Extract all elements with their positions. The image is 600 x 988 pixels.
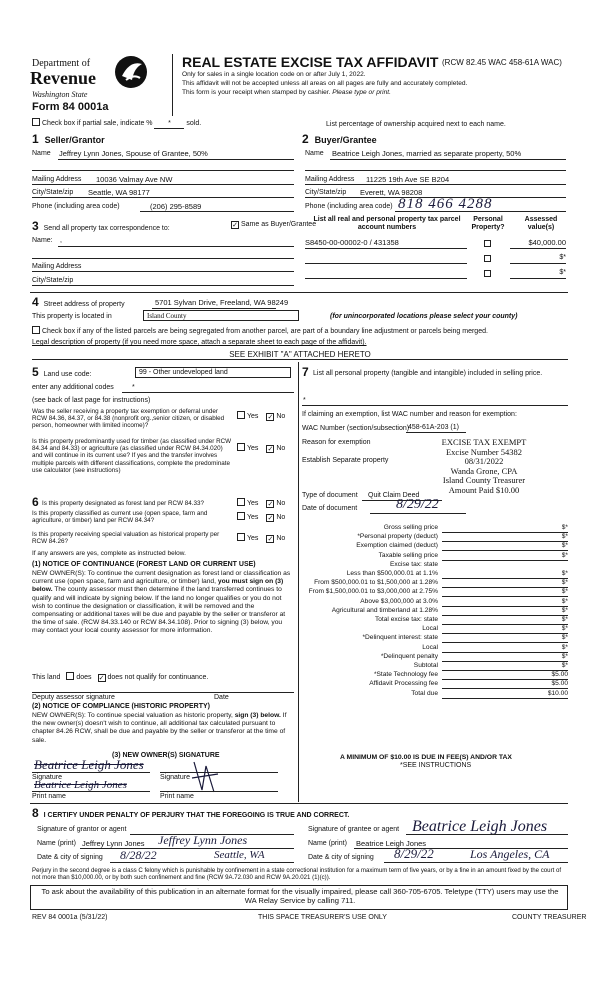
grantee-city[interactable]: Los Angeles, CA xyxy=(470,847,550,861)
tax-row-line xyxy=(442,550,568,551)
tax-row-value[interactable]: $* xyxy=(561,570,568,577)
segregated-row xyxy=(32,326,488,336)
grantor-sig-label: Signature of grantor or agent xyxy=(37,826,127,833)
rev-number: REV 84 0001a (5/31/22) xyxy=(32,914,108,921)
land-use-q2-answers xyxy=(237,443,285,453)
same-as-buyer xyxy=(231,221,316,229)
seller-phone-line xyxy=(140,211,294,212)
doc-date-line xyxy=(370,513,466,514)
partial-sale-suffix: sold. xyxy=(186,120,202,127)
land-use-q1-yes-label: Yes xyxy=(247,413,259,420)
notice1-title: (1) NOTICE OF CONTINUANCE (FOREST LAND OR CURRENT USE) xyxy=(32,561,256,568)
print-label-2: Print name xyxy=(160,793,194,800)
tax-row-value[interactable]: $* xyxy=(561,625,568,633)
tax-row-value[interactable]: $* xyxy=(561,588,568,596)
tax-row-line xyxy=(442,652,568,653)
tax-row-line xyxy=(442,596,568,597)
department-of-revenue-logo xyxy=(10,52,170,102)
tax-row-line xyxy=(442,679,568,680)
tax-row-line xyxy=(442,615,568,616)
street-row xyxy=(32,296,125,310)
tax-row-label: Gross selling price xyxy=(383,524,438,531)
section6-q1-yes-checkbox[interactable] xyxy=(237,498,245,506)
buyer-mailing-line xyxy=(305,184,566,185)
revenue-seal-icon xyxy=(112,54,150,90)
certify-text: I CERTIFY UNDER PENALTY OF PERJURY THAT THE FOREGOING IS TRUE AND CORRECT. xyxy=(43,812,350,819)
seller-blank-line xyxy=(32,170,294,171)
notice2-body-a: NEW OWNER(S): To continue special valuation as historic property, xyxy=(32,712,233,719)
land-does-not-label: does not qualify for continuance. xyxy=(107,674,209,681)
notice1-body-a: NEW OWNER(S): To continue the current designation as forest land or classification as current use (open space, farm and agriculture, or timber) land, xyxy=(32,570,291,586)
tax-row-label: From $500,000.01 to $1,500,000 at 1.28% xyxy=(314,579,438,587)
minimum-note: A MINIMUM OF $10.00 IS DUE IN FEE(S) AND/OR TAX xyxy=(340,754,512,761)
buyer-phone[interactable]: 818 466 4288 xyxy=(398,196,493,212)
corr-blank-line xyxy=(32,258,294,259)
buyer-phone-label: Phone (including area code) xyxy=(305,203,393,210)
tax-row-line xyxy=(442,642,568,643)
parcel-row-1-personal-checkbox[interactable] xyxy=(484,240,491,247)
segregated-label: Check box if any of the listed parcels are being segregated from another parcel, are part of a boundary line adjustment or parcels being merged. xyxy=(42,328,488,335)
form-number: Form 84 0001a xyxy=(32,101,109,113)
tax-row-label: Total due xyxy=(411,689,438,697)
section7-value[interactable]: * xyxy=(303,397,306,404)
tax-row-label: From $1,500,000.01 to $3,000,000 at 2.75% xyxy=(308,588,438,596)
partial-sale-value[interactable]: * xyxy=(154,120,184,129)
tax-row-value[interactable]: $* xyxy=(561,579,568,587)
buyer-phone-line xyxy=(395,211,566,212)
tax-row-value[interactable]: $* xyxy=(561,662,568,669)
tax-row-value[interactable]: $* xyxy=(561,597,568,605)
section8-number: 8 xyxy=(32,806,39,820)
tax-row-line xyxy=(442,661,568,662)
see-instructions: *SEE INSTRUCTIONS xyxy=(400,762,472,769)
tax-row-line xyxy=(442,633,568,634)
notice2-title: (2) NOTICE OF COMPLIANCE (HISTORIC PROPERTY) xyxy=(32,703,210,710)
additional-codes-value[interactable]: * xyxy=(132,384,135,391)
seller-city[interactable]: Seattle, WA 98177 xyxy=(88,188,150,197)
land-does-checkbox[interactable] xyxy=(66,672,74,680)
section4-top-rule xyxy=(30,292,568,293)
parcel-row-1-value-line xyxy=(510,248,566,249)
section6-q2-yes-label: Yes xyxy=(247,514,259,521)
qualify-row xyxy=(32,672,208,682)
correspondence-number: 3 xyxy=(32,219,39,233)
section6-q1-no-checkbox[interactable]: ✓ xyxy=(267,501,274,508)
grantor-date-label: Date & city of signing xyxy=(37,854,103,861)
tax-row-value[interactable]: $5.00 xyxy=(551,680,568,688)
tax-row-label: *Delinquent penalty xyxy=(380,652,438,660)
additional-codes-label: enter any additional codes xyxy=(32,384,114,391)
reason-value[interactable]: Establish Separate property xyxy=(302,457,389,464)
land-use-q2-yes-label: Yes xyxy=(247,445,259,452)
center-divider xyxy=(298,362,299,802)
buyer-section-number: 2 xyxy=(302,132,309,146)
stamp-line2: Excise Number 54382 xyxy=(445,446,522,457)
header-sub2: This affidavit will not be accepted unless all areas on all pages are fully and accurately completed. xyxy=(182,80,468,87)
land-does-not-checkbox[interactable]: ✓ xyxy=(98,675,105,682)
stamp-line6: Amount Paid $10.00 xyxy=(448,484,520,495)
seller-city-line xyxy=(32,197,294,198)
tax-row-line xyxy=(442,578,568,579)
seller-section-number: 1 xyxy=(32,132,39,146)
seller-name[interactable]: Jeffrey Lynn Jones, Spouse of Grantee, 50% xyxy=(59,149,208,158)
corr-city-label: City/State/zip xyxy=(32,277,74,284)
grantor-name[interactable]: Jeffrey Lynn Jones xyxy=(82,839,145,848)
street-label: Street address of property xyxy=(43,301,125,308)
section6-q3-answers xyxy=(237,533,285,543)
seller-heading xyxy=(32,133,105,147)
tax-row-label: Excise tax: state xyxy=(389,560,438,568)
seller-heading-text: Seller/Grantor xyxy=(44,135,105,145)
buyer-heading-text: Buyer/Grantee xyxy=(314,135,377,145)
land-use-q1-no-label: No xyxy=(276,413,286,420)
buyer-mailing[interactable]: 11225 19th Ave SE B204 xyxy=(366,175,450,184)
parcel-row-1-line xyxy=(305,248,467,249)
notice2-body xyxy=(32,712,294,745)
stamp-line4: Wanda Grone, CPA xyxy=(450,465,518,476)
new-owner-sig-line-1 xyxy=(32,772,150,773)
tax-row-label: Local xyxy=(422,625,438,633)
land-use-row xyxy=(32,366,92,380)
buyer-heading xyxy=(302,133,377,147)
grantee-date-label: Date & city of signing xyxy=(308,854,374,861)
buyer-name-label: Name xyxy=(305,150,324,157)
exemption-label: If claiming an exemption, list WAC number and reason for exemption: xyxy=(302,411,517,418)
section8-top-rule xyxy=(30,803,568,804)
header-sub1: Only for sales in a single location code on or after July 1, 2022. xyxy=(182,71,366,78)
certify-row xyxy=(32,807,349,821)
wac-value[interactable]: 458-61A-203 (1) xyxy=(408,424,459,431)
corr-name-line xyxy=(58,246,294,247)
grantor-date[interactable]: 8/28/22 xyxy=(120,848,157,862)
tax-row-label: Above $3,000,000 at 3.0% xyxy=(360,597,438,605)
section6-q3-no-label: No xyxy=(276,535,286,542)
county-treasurer: COUNTY TREASURER xyxy=(512,914,587,921)
stamp-line1: EXCISE TAX EXEMPT xyxy=(441,437,527,447)
seller-phone[interactable]: (206) 295-8589 xyxy=(150,202,202,211)
tax-row-line xyxy=(442,532,568,533)
tax-row-label: Affidavit Processing fee xyxy=(369,680,438,688)
same-as-buyer-checkbox[interactable]: ✓ xyxy=(232,222,238,229)
section6-q3: Is this property receiving special valuation as historical property per RCW 84.26? xyxy=(32,531,220,546)
grantee-date[interactable]: 8/29/22 xyxy=(394,846,434,861)
dept-line2: Revenue xyxy=(30,68,96,88)
tax-row-line xyxy=(442,560,568,561)
section7-label: List all personal property (tangible and intangible) included in selling price. xyxy=(313,370,543,377)
partial-sale-label: Check box if partial sale, indicate % xyxy=(42,120,153,127)
seller-name-label: Name xyxy=(32,150,51,157)
land-use-q2: Is this property predominantly used for timber (as classified under RCW 84.34 and 84.33) or agriculture (as classified under RCW 84.34.020) and will continue in its current use? If yes and the transfer involves multiple parcels with different classifications, complete the predominate use calculator (see instructions) xyxy=(32,438,232,474)
tax-row-label: *Delinquent interest: state xyxy=(362,634,438,642)
located-label: This property is located in xyxy=(32,313,112,320)
land-use-q1-answers xyxy=(237,411,285,421)
section6-q1-no-label: No xyxy=(276,500,286,507)
header-sub3-text: This form is your receipt when stamped by cashier. xyxy=(182,89,331,96)
section6-q2-yes-checkbox[interactable] xyxy=(237,512,245,520)
tax-row-value[interactable]: $* xyxy=(561,533,568,541)
header-divider xyxy=(172,54,173,116)
street-value[interactable]: 5701 Sylvan Drive, Freeland, WA 98249 xyxy=(155,298,289,307)
parcel-row-3-value[interactable]: $* xyxy=(559,269,566,276)
section6-q1: Is this property designated as forest land per RCW 84.33? xyxy=(42,500,205,507)
buyer-mailing-label: Mailing Address xyxy=(305,176,355,183)
section6-q4: If any answers are yes, complete as instructed below. xyxy=(32,550,186,557)
land-use-q2-no-checkbox[interactable]: ✓ xyxy=(267,446,274,453)
seller-phone-label: Phone (including area code) xyxy=(32,203,120,210)
grantee-sig-label: Signature of grantee or agent xyxy=(308,826,400,833)
wac-line xyxy=(406,432,466,433)
print-label-1: Print name xyxy=(32,793,66,800)
grantee-name[interactable]: Beatrice Leigh Jones xyxy=(356,839,427,848)
section7-number: 7 xyxy=(302,365,309,379)
corr-name-value[interactable]: , xyxy=(60,237,62,244)
partial-sale-row xyxy=(32,118,201,129)
new-owner-print-name[interactable]: Beatrice Leigh Jones xyxy=(34,779,127,791)
deputy-sig-line xyxy=(32,692,294,693)
section6-q3-yes-label: Yes xyxy=(247,535,259,542)
parcel-row-2-personal-checkbox[interactable] xyxy=(484,255,491,262)
tax-row-line xyxy=(442,624,568,625)
grantee-sig-line xyxy=(406,834,568,835)
tax-row-value[interactable]: $* xyxy=(561,542,568,550)
legal-line xyxy=(32,359,568,360)
stamp-line3: 08/31/2022 xyxy=(464,456,504,467)
parcel-row-3-personal-checkbox[interactable] xyxy=(484,270,491,277)
tax-row-value[interactable]: $* xyxy=(561,606,568,614)
tax-row-value[interactable]: $10.00 xyxy=(547,689,568,697)
new-owner-signature[interactable]: Beatrice Leigh Jones xyxy=(34,757,144,772)
parcels-col-value: Assessed value(s) xyxy=(524,216,558,232)
tax-row-line xyxy=(442,670,568,671)
seller-mailing[interactable]: 10036 Valmay Ave NW xyxy=(96,175,173,184)
treasurer-stamp xyxy=(424,438,544,495)
grantor-name-label: Name (print) xyxy=(37,840,76,847)
parcel-row-3-value-line xyxy=(510,278,566,279)
tax-row-label: *State Technology fee xyxy=(373,671,438,679)
partial-sale-checkbox[interactable] xyxy=(32,118,40,126)
corr-mailing-line xyxy=(32,271,294,272)
tax-table xyxy=(302,524,568,754)
section6-q2-answers xyxy=(237,512,285,522)
tax-row-label: Less than $500,000.01 at 1.1% xyxy=(346,570,438,577)
county-select[interactable]: Island County xyxy=(143,310,299,321)
notice1-body-b: The county assessor must then determine if the land transferred continues to qualify and will indicate by signing below. If the land no longer qualifies or you do not wish to continue the designation or classification, it will be removed and the compensating or additional taxes will be due and payable by the seller or transferor at the time of sale. (RCW 84.33.140 or RCW 84.34.108). Prior to signing (3) below, you may contact your local county assessor for more information. xyxy=(32,586,286,635)
doc-date-value[interactable]: 8/29/22 xyxy=(396,497,439,512)
perjury-note: Perjury in the second degree is a class C felony which is punishable by confinement in a state correctional institution for a maximum term of five years, or by a fine in an amount fixed by the court of not more than $10,000.00, or by both such confinement and fine (RCW 9A.72.030 and RCW 9A.20.021 (1)(c)). xyxy=(32,867,562,882)
land-use-q2-no-label: No xyxy=(276,445,286,452)
dept-line3: Washington State xyxy=(32,90,88,99)
segregated-checkbox[interactable] xyxy=(32,326,40,334)
tax-row-line xyxy=(442,698,568,699)
tax-row-value[interactable]: $* xyxy=(561,616,568,623)
correspondence-row xyxy=(32,220,170,234)
land-use-number: 5 xyxy=(32,365,39,379)
form-title: REAL ESTATE EXCISE TAX AFFIDAVIT xyxy=(182,54,439,70)
tax-row-value[interactable]: $* xyxy=(561,652,568,660)
grantee-signature[interactable]: Beatrice Leigh Jones xyxy=(412,818,548,835)
notice1-body xyxy=(32,570,294,635)
parcel-row-2-value-line xyxy=(510,263,566,264)
tax-row-value[interactable]: $* xyxy=(561,634,568,642)
deputy-date-label: Date xyxy=(214,694,229,701)
tax-row-label: Taxable selling price xyxy=(378,551,438,559)
section6-q2-no-label: No xyxy=(276,514,286,521)
tax-row-value[interactable]: $* xyxy=(561,551,568,559)
tax-row-label: Exemption claimed (deduct) xyxy=(356,542,438,550)
scribble-mark-icon xyxy=(190,760,220,794)
reason-label: Reason for exemption xyxy=(302,439,371,446)
section6-q3-yes-checkbox[interactable] xyxy=(237,533,245,541)
buyer-name-line xyxy=(330,159,566,160)
see-back-note: (see back of last page for instructions) xyxy=(32,397,151,404)
section6-q1-answers xyxy=(237,498,285,508)
parcel-row-1-value[interactable]: $40,000.00 xyxy=(528,238,566,247)
land-use-q1-no-checkbox[interactable]: ✓ xyxy=(267,414,274,421)
legal-label: Legal description of property (if you need more space, attach a separate sheet to each page of the affidavit). xyxy=(32,339,367,346)
header-sub3-italic: Please type or print. xyxy=(332,89,391,96)
signature-label-2: Signature xyxy=(160,774,190,781)
parcel-row-2-line xyxy=(305,263,467,264)
print-line-2 xyxy=(160,791,278,792)
parcel-row-1-account[interactable]: S8450-00-00002-0 / 431358 xyxy=(305,238,399,247)
additional-codes-line xyxy=(122,392,294,393)
tax-row-value[interactable]: $* xyxy=(561,524,568,531)
land-use-q2-yes-checkbox[interactable] xyxy=(237,443,245,451)
seller-mailing-label: Mailing Address xyxy=(32,176,82,183)
section6-q2-no-checkbox[interactable]: ✓ xyxy=(267,515,274,522)
notice2-body-b: If the new owner(s) doesn't wish to continue, all additional tax calculated pursuant to chapter 84.26 RCW, shall be due and payable by the seller or transferor at the time of sale. xyxy=(32,712,287,744)
tax-row-label: Agricultural and timberland at 1.28% xyxy=(331,606,438,614)
correspondence-label: Send all property tax correspondence to: xyxy=(43,225,170,232)
stamp-line5: Island County Treasurer xyxy=(442,475,526,486)
land-does-label: does xyxy=(76,674,92,681)
section7-line xyxy=(302,405,568,406)
seller-mailing-line xyxy=(32,184,294,185)
header-sub3 xyxy=(182,89,391,97)
buyer-blank-line xyxy=(305,170,566,171)
grantee-name-label: Name (print) xyxy=(308,840,347,847)
land-use-q1: Was the seller receiving a property tax exemption or deferral under RCW 84.36, 84.37, or 84.38 (nonprofit org.,senior citizen, or disabled person, homeowner with limited income)? xyxy=(32,408,225,430)
parcel-row-2-value[interactable]: $* xyxy=(559,254,566,261)
corr-city-line xyxy=(32,285,294,286)
treasurer-only: THIS SPACE TREASURER'S USE ONLY xyxy=(258,914,387,921)
tax-row-label: *Personal property (deduct) xyxy=(357,533,438,541)
buyer-name[interactable]: Beatrice Leigh Jones, married as separate property, 50% xyxy=(332,149,522,158)
wac-label: WAC Number (section/subsection) xyxy=(302,425,410,432)
tax-row-label: Total excise tax: state xyxy=(374,616,438,623)
accessibility-note: To ask about the availability of this publication in an alternate format for the visually impaired, please call 360-705-6705. Teletype (TTY) users may use the WA Relay Service by calling 711. xyxy=(41,887,559,905)
tax-row-value[interactable]: $5.00 xyxy=(551,671,568,679)
seller-city-label: City/State/zip xyxy=(32,189,74,196)
parcels-col-personal: Personal Property? xyxy=(471,216,505,232)
property-section-number: 4 xyxy=(32,295,39,309)
deputy-label: Deputy assessor signature xyxy=(32,694,115,701)
grantee-date-line xyxy=(384,862,568,863)
form-rcw: (RCW 82.45 WAC 458-61A WAC) xyxy=(442,58,562,67)
section6-q3-no-checkbox[interactable]: ✓ xyxy=(267,536,274,543)
section6-q1-yes-label: Yes xyxy=(247,500,259,507)
land-use-select[interactable]: 99 - Other undeveloped land xyxy=(135,367,291,378)
grantor-date-line xyxy=(110,862,294,863)
grantor-signature[interactable]: Jeffrey Lynn Jones xyxy=(158,833,248,847)
this-land-label: This land xyxy=(32,674,61,681)
print-line-1 xyxy=(32,791,150,792)
buyer-city[interactable]: Everett, WA 98208 xyxy=(360,188,423,197)
grantor-city[interactable]: Seattle, WA xyxy=(214,849,265,861)
ownership-note: List percentage of ownership acquired next to each name. xyxy=(326,121,506,128)
corr-mailing-label: Mailing Address xyxy=(32,263,82,270)
buyer-city-label: City/State/zip xyxy=(305,189,347,196)
land-use-q1-yes-checkbox[interactable] xyxy=(237,411,245,419)
seller-name-line xyxy=(58,159,294,160)
section6-q2: Is this property classified as current use (open space, farm and agriculture, or timber) land per RCW 84.34? xyxy=(32,510,208,525)
corr-name-label: Name: xyxy=(32,237,53,244)
tax-row-label: Subtotal xyxy=(413,662,438,669)
dept-line1: Department of xyxy=(32,58,91,69)
tax-row-label: Local xyxy=(422,643,438,651)
doc-type-value[interactable]: Quit Claim Deed xyxy=(368,492,420,499)
street-line xyxy=(152,308,276,309)
same-as-buyer-label: Same as Buyer/Grantee xyxy=(241,221,317,228)
tax-row-line xyxy=(442,606,568,607)
doc-date-label: Date of document xyxy=(302,505,358,512)
land-use-label: Land use code: xyxy=(43,371,92,378)
tax-row-value[interactable]: $* xyxy=(561,643,568,651)
section6-number: 6 xyxy=(32,495,39,509)
tax-row-line xyxy=(442,587,568,588)
legal-value[interactable]: SEE EXHIBIT "A" ATTACHED HERETO xyxy=(229,350,371,359)
parcel-row-3-line xyxy=(305,278,467,279)
tax-row-line xyxy=(442,541,568,542)
notice1-bold: you must sign on (3) below. xyxy=(32,578,284,594)
parcels-col-account: List all real and personal property tax parcel account numbers xyxy=(313,216,461,232)
signature-label-1: Signature xyxy=(32,774,62,781)
notice2-bold: sign (3) below. xyxy=(234,712,281,719)
doc-type-label: Type of document xyxy=(302,492,358,499)
sig3-title: (3) NEW OWNER(S) SIGNATURE xyxy=(112,752,220,759)
unincorporated-note: (for unincorporated locations please select your county) xyxy=(330,313,518,320)
